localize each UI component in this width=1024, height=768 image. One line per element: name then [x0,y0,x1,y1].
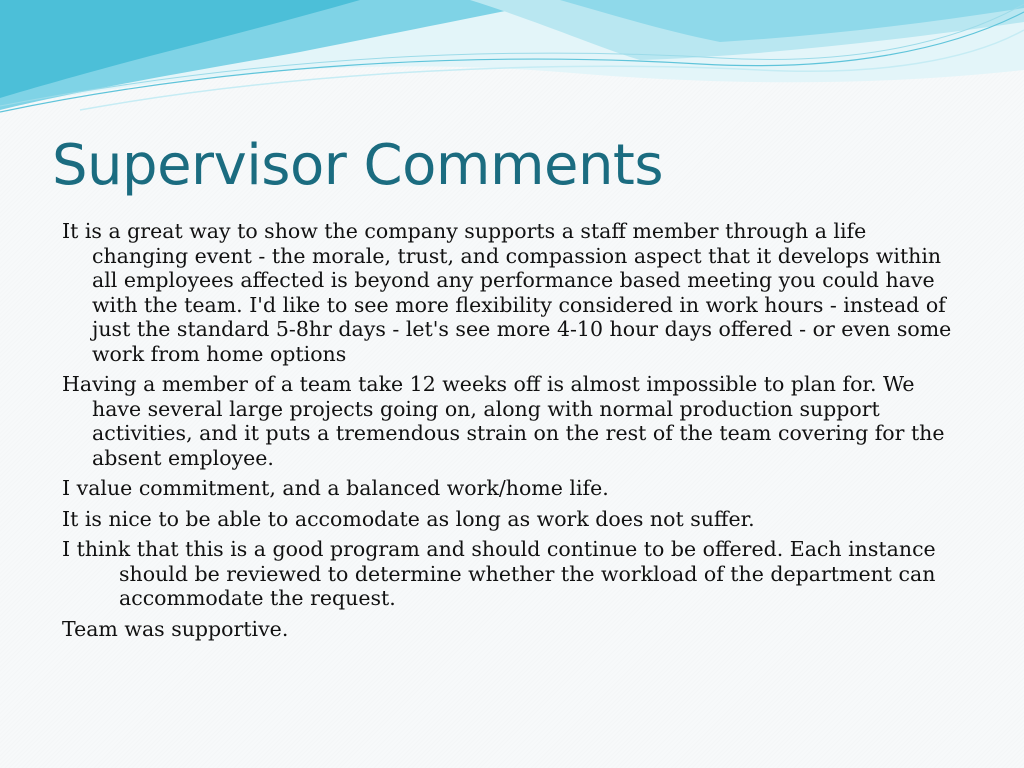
comment-list [62,219,962,647]
comment-item: Having a member of a team take 12 weeks off is almost impossible to plan for. We have several large projects going on, along with normal production support activities, and it puts a tremendous strain on the rest of the team covering for the absent employee. [62,372,945,470]
comment-item: I value commitment, and a balanced work/home life. [62,476,609,500]
comment-item: Team was supportive. [62,616,289,641]
comment-item: I think that this is a good program and should continue to be offered. Each instance should be reviewed to determine whether the workload of the department can accommodate the request. [62,537,936,610]
comment-item: It is a great way to show the company supports a staff member through a life changing event - the morale, trust, and compassion aspect that it develops within all employees affected is beyond any performance based meeting you could have with the team. I'd like to see more flexibility considered in work hours - instead of just the standard 5-8hr days - let's see more 4-10 hour days offered - or even some work from home options [62,219,952,366]
comment-item: It is nice to be able to accomodate as long as work does not suffer. [62,506,755,531]
wave-header-decoration [0,0,1024,120]
slide-title: Supervisor Comments [52,133,664,198]
